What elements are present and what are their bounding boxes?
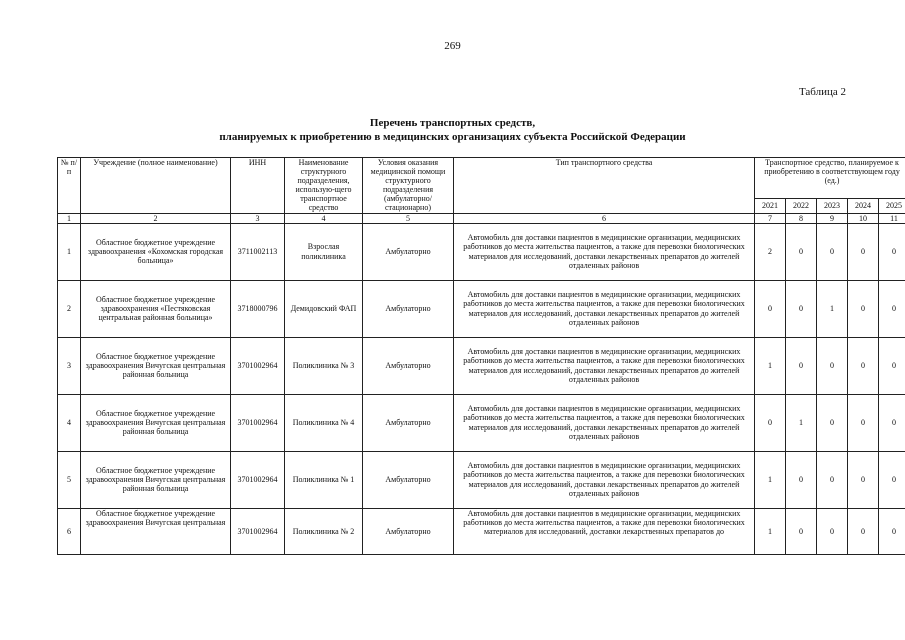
row-2023: 0 (817, 337, 848, 394)
row-num-value: 6 (67, 526, 71, 536)
row-inn: 3701002964 (231, 394, 285, 451)
header-inn: ИНН (231, 158, 285, 214)
column-number: 6 (454, 213, 755, 223)
row-vehicle-type: Автомобиль для доставки пациентов в медицинские организации, медицинских работников до места жительства пациентов, а также для перевозки биологических материалов для исследований, доставки лекарственных препаратов до жителей отдаленных районов (454, 223, 755, 280)
row-2022: 1 (786, 394, 817, 451)
row-2025: 0 (879, 280, 905, 337)
table-row (58, 394, 905, 451)
row-2022 (786, 508, 817, 554)
title-line-2: планируемых к приобретению в медицинских организациях субъекта Российской Федерации (219, 131, 686, 143)
row-2025: 0 (879, 451, 905, 508)
row-vehicle-type: Автомобиль для доставки пациентов в медицинские организации, медицинских работников до места жительства пациентов, а также для перевозки биологических материалов для исследований, доставки лекарственных препаратов до жителей отдаленных районов (454, 451, 755, 508)
row-conditions (363, 508, 454, 554)
row-2024: 0 (848, 451, 879, 508)
row-2021: 1 (755, 451, 786, 508)
column-number: 1 (58, 213, 81, 223)
row-2021 (755, 508, 786, 554)
header-year-2022: 2022 (786, 198, 817, 213)
row-inn: 3711002113 (231, 223, 285, 280)
row-2021: 0 (755, 280, 786, 337)
row-institution: Областное бюджетное учреждение здравоохранения Вичугская центральная районная больница (81, 451, 231, 508)
row-2023: 0 (817, 451, 848, 508)
header-institution: Учреждение (полное наименование) (81, 158, 231, 214)
row-conditions: Амбулаторно (363, 337, 454, 394)
document-title (0, 116, 905, 144)
column-number: 4 (285, 213, 363, 223)
row-conditions: Амбулаторно (363, 394, 454, 451)
row-inn: 3718000796 (231, 280, 285, 337)
row-2021-value: 1 (768, 526, 772, 536)
row-inn: 3701002964 (231, 451, 285, 508)
row-institution: Областное бюджетное учреждение здравоохранения «Кохомская городская больница» (81, 223, 231, 280)
row-vehicle-type (454, 508, 755, 554)
row-num: 2 (58, 280, 81, 337)
row-institution: Областное бюджетное учреждение здравоохранения «Пестяковская центральная районная больница» (81, 280, 231, 337)
vehicles-table (57, 157, 905, 555)
row-2025 (879, 508, 905, 554)
row-2025: 0 (879, 337, 905, 394)
column-number: 3 (231, 213, 285, 223)
row-conditions: Амбулаторно (363, 280, 454, 337)
row-2024-value: 0 (861, 526, 865, 536)
table-row (58, 508, 905, 554)
row-institution: Областное бюджетное учреждение здравоохранения Вичугская центральная районная больница (81, 337, 231, 394)
row-num: 4 (58, 394, 81, 451)
row-subdivision: Поликлиника № 3 (285, 337, 363, 394)
row-vehicle-type: Автомобиль для доставки пациентов в медицинские организации, медицинских работников до места жительства пациентов, а также для перевозки биологических материалов для исследований, доставки лекарственных препаратов до жителей отдаленных районов (454, 394, 755, 451)
header-conditions: Условия оказания медицинской помощи структурного подразделения (амбулаторно/ стационарно) (363, 158, 454, 214)
row-num (58, 508, 81, 554)
row-2022: 0 (786, 337, 817, 394)
row-2022: 0 (786, 223, 817, 280)
row-2022-value: 0 (799, 526, 803, 536)
header-year-2021: 2021 (755, 198, 786, 213)
row-num: 5 (58, 451, 81, 508)
row-2023: 0 (817, 394, 848, 451)
row-2023: 1 (817, 280, 848, 337)
row-num: 1 (58, 223, 81, 280)
header-year-2023: 2023 (817, 198, 848, 213)
row-2021: 0 (755, 394, 786, 451)
row-2023 (817, 508, 848, 554)
row-conditions: Амбулаторно (363, 223, 454, 280)
table-row (58, 337, 905, 394)
row-2023: 0 (817, 223, 848, 280)
column-number: 8 (786, 213, 817, 223)
row-2025-value: 0 (892, 526, 897, 536)
row-conditions-value: Амбулаторно (385, 526, 431, 536)
row-2022: 0 (786, 451, 817, 508)
page-number: 269 (444, 40, 461, 52)
row-subdivision: Поликлиника № 1 (285, 451, 363, 508)
row-num: 3 (58, 337, 81, 394)
header-subdivision: Наименование структурного подразделения, использую-щего транспортное средство (285, 158, 363, 214)
column-number: 2 (81, 213, 231, 223)
row-2025: 0 (879, 394, 905, 451)
row-2021: 1 (755, 337, 786, 394)
table-row (58, 451, 905, 508)
row-2024: 0 (848, 223, 879, 280)
row-institution (81, 508, 231, 554)
row-institution: Областное бюджетное учреждение здравоохранения Вичугская центральная районная больница (81, 394, 231, 451)
column-number: 7 (755, 213, 786, 223)
row-subdivision-value: Поликлиника № 2 (292, 526, 355, 536)
title-line-1: Перечень транспортных средств, (369, 117, 536, 129)
table-row (58, 223, 905, 280)
header-vehicle-type: Тип транспортного средства (454, 158, 755, 214)
header-year-2024: 2024 (848, 198, 879, 213)
row-2024: 0 (848, 337, 879, 394)
row-vehicle-type: Автомобиль для доставки пациентов в медицинские организации, медицинских работников до места жительства пациентов, а также для перевозки биологических материалов для исследований, доставки лекарственных препаратов до жителей отдаленных районов (454, 337, 755, 394)
row-subdivision: Взрослая поликлиника (285, 223, 363, 280)
row-vehicle-type-text: Автомобиль для доставки пациентов в медицинские организации, медицинских работников до места жительства пациентов, а также для перевозки биологических материалов для исследований, доставки лекарственных препаратов до (463, 508, 745, 536)
column-number: 11 (879, 213, 905, 223)
row-subdivision (285, 508, 363, 554)
row-2024 (848, 508, 879, 554)
header-year-2025: 2025 (879, 198, 905, 213)
column-number: 5 (363, 213, 454, 223)
header-num: № п/п (58, 158, 81, 214)
header-planned: Транспортное средство, планируемое к приобретению в соответствующем году (ед.) (755, 158, 905, 199)
row-subdivision: Демидовский ФАП (285, 280, 363, 337)
column-number: 10 (848, 213, 879, 223)
row-vehicle-type: Автомобиль для доставки пациентов в медицинские организации, медицинских работников до места жительства пациентов, а также для перевозки биологических материалов для исследований, доставки лекарственных препаратов до жителей отдаленных районов (454, 280, 755, 337)
row-inn: 3701002964 (231, 337, 285, 394)
row-2024: 0 (848, 394, 879, 451)
row-2025: 0 (879, 223, 905, 280)
row-inn (231, 508, 285, 554)
table-row (58, 280, 905, 337)
row-subdivision: Поликлиника № 4 (285, 394, 363, 451)
row-institution-text: Областное бюджетное учреждение здравоохранения Вичугская центральная (85, 508, 226, 527)
table-label: Таблица 2 (798, 86, 846, 98)
column-number: 9 (817, 213, 848, 223)
row-2022: 0 (786, 280, 817, 337)
row-2021: 2 (755, 223, 786, 280)
row-conditions: Амбулаторно (363, 451, 454, 508)
row-2023-value: 0 (830, 526, 834, 536)
row-2024: 0 (848, 280, 879, 337)
column-number-row (58, 213, 905, 223)
row-inn-value: 3701002964 (237, 526, 278, 536)
